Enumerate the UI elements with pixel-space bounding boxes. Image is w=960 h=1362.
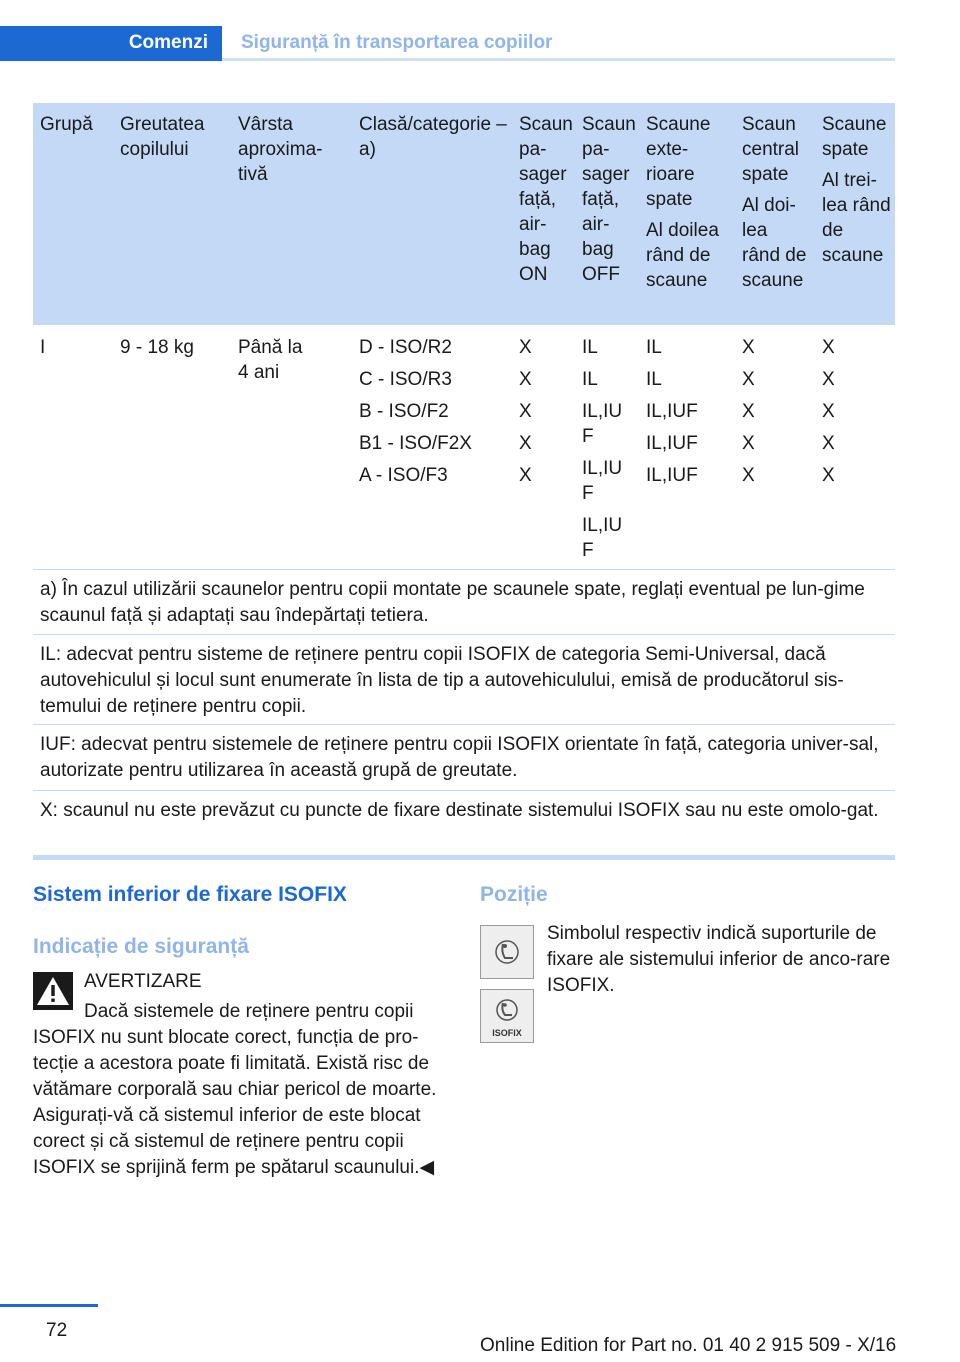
cell-scaun-central: X X X X X [742, 337, 755, 486]
cell-grupa: I [40, 337, 46, 358]
cell-scaune-exterioare: IL IL IL,IUF IL,IUF IL,IUF [646, 337, 698, 486]
warning-label: AVERTIZARE [84, 971, 202, 992]
isofix-seat-icon [480, 925, 534, 979]
svg-text:ISOFIX: ISOFIX [492, 1028, 522, 1038]
cell-airbag-off: IL IL IL,IUF IL,IUF IL,IUF [582, 337, 623, 561]
safety-subheading: Indicație de siguranță [33, 935, 249, 958]
divider [33, 634, 895, 635]
header-airbag-off: Scaun pa-sager față, air-bag OFF [582, 114, 636, 285]
table-bottom-rule [33, 855, 895, 860]
warning-text: Dacă sistemele de reținere pentru copii ISOFIX nu sunt blocate corect, funcția de pro-tecție a acestora poate fi limitată. Există risc de vătămare corporală sau chiar pericol de moarte. Asigurați-vă că sistemul inferior de este blocat corect și că sistemul de reținere pentru copii ISOFIX se sprijină ferm pe spătarul scaunului.◀ [33, 1001, 437, 1178]
cell-airbag-on: X X X X X [519, 337, 532, 486]
cell-scaune-spate: X X X X X [822, 337, 835, 486]
header-scaun-central: Scaun central spate Al doi-lea rând de scaune [742, 114, 807, 291]
position-text: Simbolul respectiv indică suporturile de fixare ale sistemului inferior de anco-rare ISOFIX. [547, 923, 891, 996]
page-number: 72 [46, 1320, 68, 1341]
edition-text: Online Edition for Part no. 01 40 2 915 509 - X/16 [480, 1335, 897, 1356]
footer-rule [0, 1304, 98, 1307]
note-iuf: IUF: adecvat pentru sistemele de reținere pentru copii ISOFIX orientate în față, categoria univer-sal, autorizate pentru utilizarea în această grupă de greutate. [40, 734, 879, 781]
header-clasa: Clasă/categorie – a) [359, 114, 507, 160]
note-x: X: scaunul nu este prevăzut cu puncte de fixare destinate sistemului ISOFIX sau nu este omolo-gat. [40, 800, 879, 821]
position-heading: Poziție [480, 883, 548, 906]
header-airbag-on: Scaun pa-sager față, air-bag ON [519, 114, 573, 285]
note-a: a) În cazul utilizării scaunelor pentru copii montate pe scaunele spate, reglați eventual pe lun-gime scaunul față și adaptați sau îndepărtați tetiera. [40, 579, 865, 626]
divider [33, 724, 895, 725]
header-scaune-exterioare: Scaune exte-rioare spate Al doilea rând de scaune [646, 114, 719, 291]
header-varsta: Vârsta aproxima-tivă [238, 114, 323, 185]
section-title[interactable]: Siguranță în transportarea copiilor [241, 32, 553, 53]
header-scaune-spate: Scaune spate Al trei-lea rând de scaune [822, 114, 891, 266]
isofix-labeled-icon [480, 989, 534, 1043]
cell-greutate: 9 - 18 kg [120, 337, 194, 358]
divider [33, 569, 895, 570]
divider [33, 790, 895, 791]
chapter-tab[interactable]: Comenzi [0, 26, 222, 61]
cell-clasa: D - ISO/R2 C - ISO/R3 B - ISO/F2 B1 - ISO/F2X A - ISO/F3 [359, 337, 472, 486]
header-grupa: Grupă [40, 114, 93, 135]
isofix-heading: Sistem inferior de fixare ISOFIX [33, 883, 347, 906]
cell-varsta: Până la 4 ani [238, 337, 303, 383]
note-il: IL: adecvat pentru sisteme de reținere pentru copii ISOFIX de categoria Semi-Universal, dacă autovehiculul și locul sunt enumerate în lista de tip a autovehiculului, emisă de producătorul sis-temului de reținere pentru copii. [40, 644, 844, 717]
header-greutate: Greutatea copilului [120, 114, 205, 160]
